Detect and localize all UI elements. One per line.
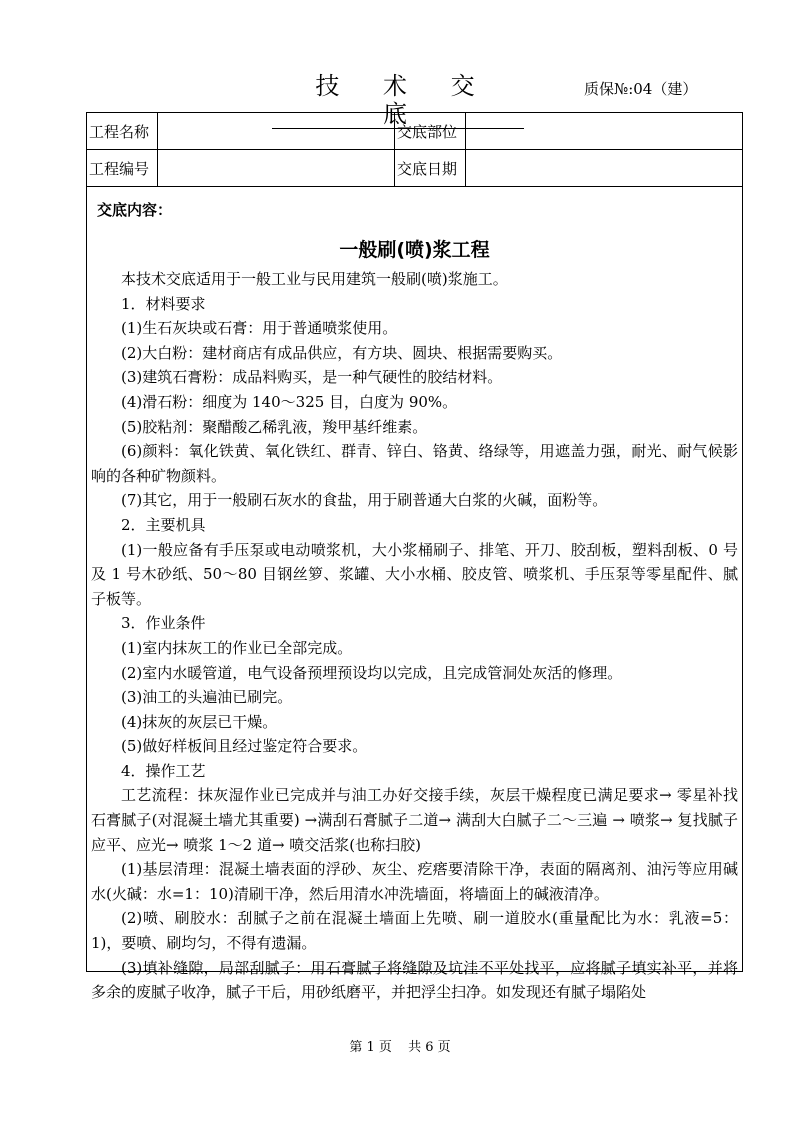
disclosure-form (86, 112, 743, 1002)
paragraph: (5)胶粘剂：聚醋酸乙稀乳液，羧甲基纤维素。 (121, 417, 428, 436)
paragraph: (2)喷、刷胶水：刮腻子之前在混凝土墙面上先喷、刷一道胶水(重量配比为水：乳液=5：1)，要喷、刷均匀，不得有遗漏。 (91, 909, 738, 953)
date-field[interactable] (466, 150, 742, 186)
part-label: 交底部位 (395, 113, 466, 149)
paragraph: (3)建筑石膏粉：成品料购买，是一种气硬性的胶结材料。 (121, 368, 503, 387)
paragraph: 3．作业条件 (121, 614, 206, 633)
content-label: 交底内容： (97, 201, 173, 219)
paragraph: (2)室内水暖管道，电气设备预埋预设均以完成，且完成管洞处灰活的修理。 (121, 663, 623, 682)
paragraph: (1)一般应备有手压泵或电动喷浆机，大小浆桶刷子、排笔、开刀、胶刮板，塑料刮板、0 号及 1 号木砂纸、50～80 目钢丝箩、浆罐、大小水桶、胶皮管、喷浆机、手压泵等零星配件、腻子板等。 (91, 540, 738, 608)
paragraph: (4)抹灰的灰层已干燥。 (121, 712, 278, 731)
form-row-2 (87, 150, 742, 187)
part-field[interactable] (466, 113, 742, 149)
paragraph: (1)基层清理：混凝土墙表面的浮砂、灰尘、疙瘩要清除干净，表面的隔离剂、油污等应用碱水(火碱：水=1：10)清刷干净，然后用清水冲洗墙面，将墙面上的碱液清净。 (91, 860, 738, 903)
paragraph: 4．操作工艺 (121, 761, 206, 780)
project-name-field[interactable] (158, 113, 395, 149)
paragraph: (7)其它，用于一般刷石灰水的食盐，用于刷普通大白浆的火碱，面粉等。 (121, 491, 608, 510)
project-no-field[interactable] (158, 150, 395, 186)
page-number: 第 1 页 (349, 1040, 392, 1055)
paragraph: (1)生石灰块或石膏：用于普通喷浆使用。 (121, 319, 398, 338)
quality-code: 质保№:04（建） (584, 80, 698, 98)
date-label: 交底日期 (395, 150, 466, 186)
document-title: 技 术 交 底 (272, 72, 524, 129)
paragraph: (4)滑石粉：细度为 140～325 目，白度为 90%。 (121, 392, 458, 411)
project-no-label: 工程编号 (87, 150, 158, 186)
form-row-1 (87, 113, 742, 150)
paragraph: (5)做好样板间且经过鉴定符合要求。 (121, 737, 368, 756)
section-title: 一般刷(喷)浆工程 (339, 239, 490, 261)
paragraph: (1)室内抹灰工的作业已全部完成。 (121, 638, 353, 657)
document-header (0, 72, 800, 128)
paragraph: 2．主要机具 (121, 515, 206, 534)
project-name-label: 工程名称 (87, 113, 158, 149)
page-total: 共 6 页 (408, 1040, 451, 1055)
paragraph: (2)大白粉：建材商店有成品供应，有方块、圆块、根据需要购买。 (121, 343, 563, 362)
page-footer (0, 1036, 800, 1055)
paragraph: 工艺流程：抹灰湿作业已完成并与油工办好交接手续，灰层干燥程度已满足要求→ 零星补找石膏腻子(对混凝土墙尤其重要) →满刮石膏腻子二道→ 满刮大白腻子二～三遍 → 喷浆→ 复找腻子应平、应光→ 喷浆 1～2 道→ 喷交活浆(也称扫胶) (91, 786, 738, 854)
paragraph: (3)油工的头遍油已刷完。 (121, 688, 293, 707)
content-area (87, 187, 742, 1002)
paragraph: (3)填补缝隙，局部刮腻子：用石膏腻子将缝隙及坑洼不平处找平，应将腻子填实补平，并将多余的废腻子收净，腻子干后，用砂纸磨平，并把浮尘扫净。如发现还有腻子塌陷处 (91, 958, 738, 1002)
paragraph: 1．材料要求 (121, 294, 206, 313)
body-text (87, 267, 742, 1005)
paragraph: (6)颜料：氧化铁黄、氧化铁红、群青、锌白、铬黄、络绿等，用遮盖力强，耐光、耐气候影响的各种矿物颜料。 (91, 442, 738, 485)
paragraph: 本技术交底适用于一般工业与民用建筑一般刷(喷)浆施工。 (121, 270, 508, 288)
